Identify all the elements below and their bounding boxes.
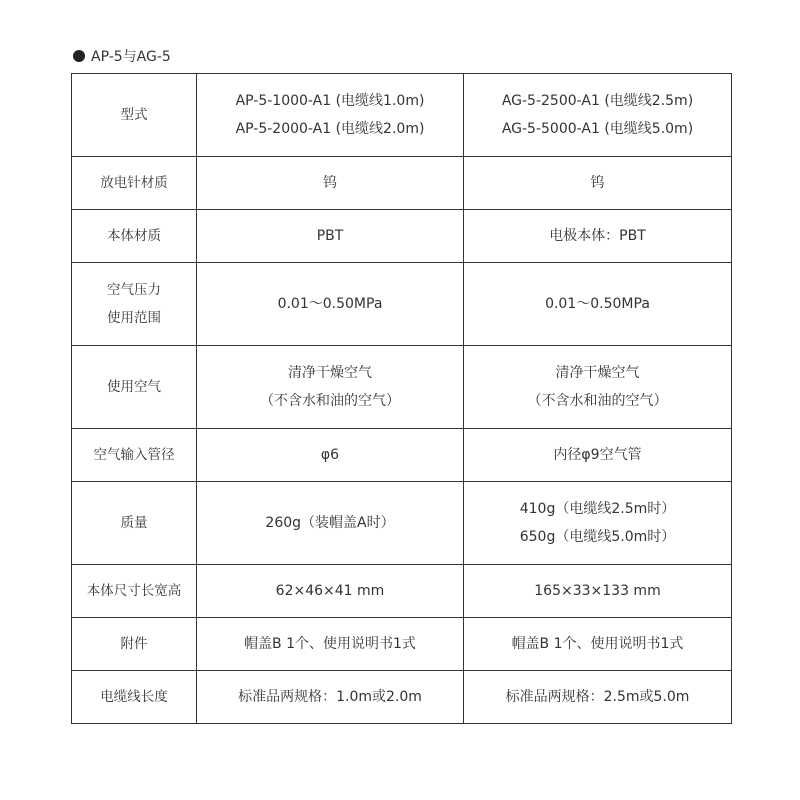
label-cell-text: 附件 xyxy=(120,636,148,652)
row-needle-material xyxy=(72,157,732,210)
label-cell xyxy=(72,157,197,210)
row-model xyxy=(72,74,732,157)
row-air-tube xyxy=(72,429,732,482)
ag5-cell-text: 650g（电缆线5.0m时） xyxy=(519,529,676,545)
label-cell-text: 型式 xyxy=(120,107,148,123)
ap5-cell xyxy=(197,210,464,263)
label-cell-text: 电缆线长度 xyxy=(100,689,168,705)
ap5-cell-text: 帽盖B 1个、使用说明书1式 xyxy=(244,636,416,652)
label-cell-text: 使用范围 xyxy=(107,310,161,326)
ap5-cell-text: （不含水和油的空气） xyxy=(260,393,400,409)
ag5-cell xyxy=(464,346,732,429)
ag5-cell xyxy=(464,74,732,157)
ap5-cell-text: AP-5-2000-A1 (电缆线2.0m) xyxy=(235,121,425,137)
label-cell xyxy=(72,210,197,263)
ap5-cell-text: φ6 xyxy=(320,447,340,463)
label-cell-text: 本体材质 xyxy=(107,228,161,244)
ap5-cell xyxy=(197,157,464,210)
bullet-icon xyxy=(73,50,85,62)
label-cell-text: 本体尺寸长宽高 xyxy=(86,583,182,599)
row-cable-length xyxy=(72,671,732,724)
label-cell-text: 空气压力 xyxy=(107,282,161,298)
ag5-cell-text: 0.01～0.50MPa xyxy=(545,296,650,312)
ag5-cell xyxy=(464,157,732,210)
label-cell xyxy=(72,482,197,565)
ap5-cell xyxy=(197,263,464,346)
ag5-cell xyxy=(464,210,732,263)
label-cell xyxy=(72,565,197,618)
section-heading xyxy=(73,45,171,67)
row-dimensions xyxy=(72,565,732,618)
label-cell xyxy=(72,263,197,346)
ag5-cell xyxy=(464,618,732,671)
ap5-cell-text: 钨 xyxy=(323,175,337,191)
ag5-cell-text: 帽盖B 1个、使用说明书1式 xyxy=(511,636,684,652)
ap5-cell xyxy=(197,346,464,429)
ap5-cell-text: PBT xyxy=(316,228,344,244)
ap5-cell-text: 0.01～0.50MPa xyxy=(277,296,383,312)
spec-table-body xyxy=(72,74,732,724)
ag5-cell-text: AG-5-2500-A1 (电缆线2.5m) xyxy=(501,93,694,109)
ag5-cell-text: AG-5-5000-A1 (电缆线5.0m) xyxy=(501,121,694,137)
ag5-cell-text: 钨 xyxy=(590,175,605,191)
ag5-cell-text: （不含水和油的空气） xyxy=(527,393,668,409)
ag5-cell-text: 内径φ9空气管 xyxy=(553,447,642,463)
ap5-cell-text: 260g（装帽盖A时） xyxy=(265,515,395,531)
spec-table xyxy=(71,73,732,724)
row-air-pressure xyxy=(72,263,732,346)
ag5-cell xyxy=(464,565,732,618)
ap5-cell-text: 62×46×41 mm xyxy=(275,583,385,599)
ag5-cell-text: 410g（电缆线2.5m时） xyxy=(519,501,676,517)
ag5-cell-text: 标准品两规格：2.5m或5.0m xyxy=(505,689,690,705)
ap5-cell xyxy=(197,74,464,157)
ag5-cell-text: 165×33×133 mm xyxy=(534,583,661,599)
ag5-cell xyxy=(464,671,732,724)
ap5-cell-text: 标准品两规格：1.0m或2.0m xyxy=(238,689,422,705)
ag5-cell-text: 电极本体：PBT xyxy=(549,228,646,244)
ap5-cell xyxy=(197,482,464,565)
ag5-cell xyxy=(464,263,732,346)
row-body-material xyxy=(72,210,732,263)
label-cell-text: 质量 xyxy=(120,515,148,531)
ap5-cell xyxy=(197,618,464,671)
label-cell xyxy=(72,74,197,157)
label-cell-text: 放电针材质 xyxy=(100,175,168,191)
label-cell xyxy=(72,618,197,671)
ag5-cell xyxy=(464,429,732,482)
section-heading-text: AP-5与AG-5 xyxy=(91,49,171,65)
label-cell-text: 空气输入管径 xyxy=(93,447,175,463)
ag5-cell-text: 清净干燥空气 xyxy=(555,365,640,381)
row-air-used xyxy=(72,346,732,429)
row-accessories xyxy=(72,618,732,671)
label-cell-text: 使用空气 xyxy=(107,379,161,395)
label-cell xyxy=(72,346,197,429)
ag5-cell xyxy=(464,482,732,565)
row-weight xyxy=(72,482,732,565)
ap5-cell-text: 清净干燥空气 xyxy=(288,365,372,381)
ap5-cell xyxy=(197,671,464,724)
ap5-cell xyxy=(197,565,464,618)
label-cell xyxy=(72,671,197,724)
ap5-cell-text: AP-5-1000-A1 (电缆线1.0m) xyxy=(235,93,425,109)
label-cell xyxy=(72,429,197,482)
ap5-cell xyxy=(197,429,464,482)
